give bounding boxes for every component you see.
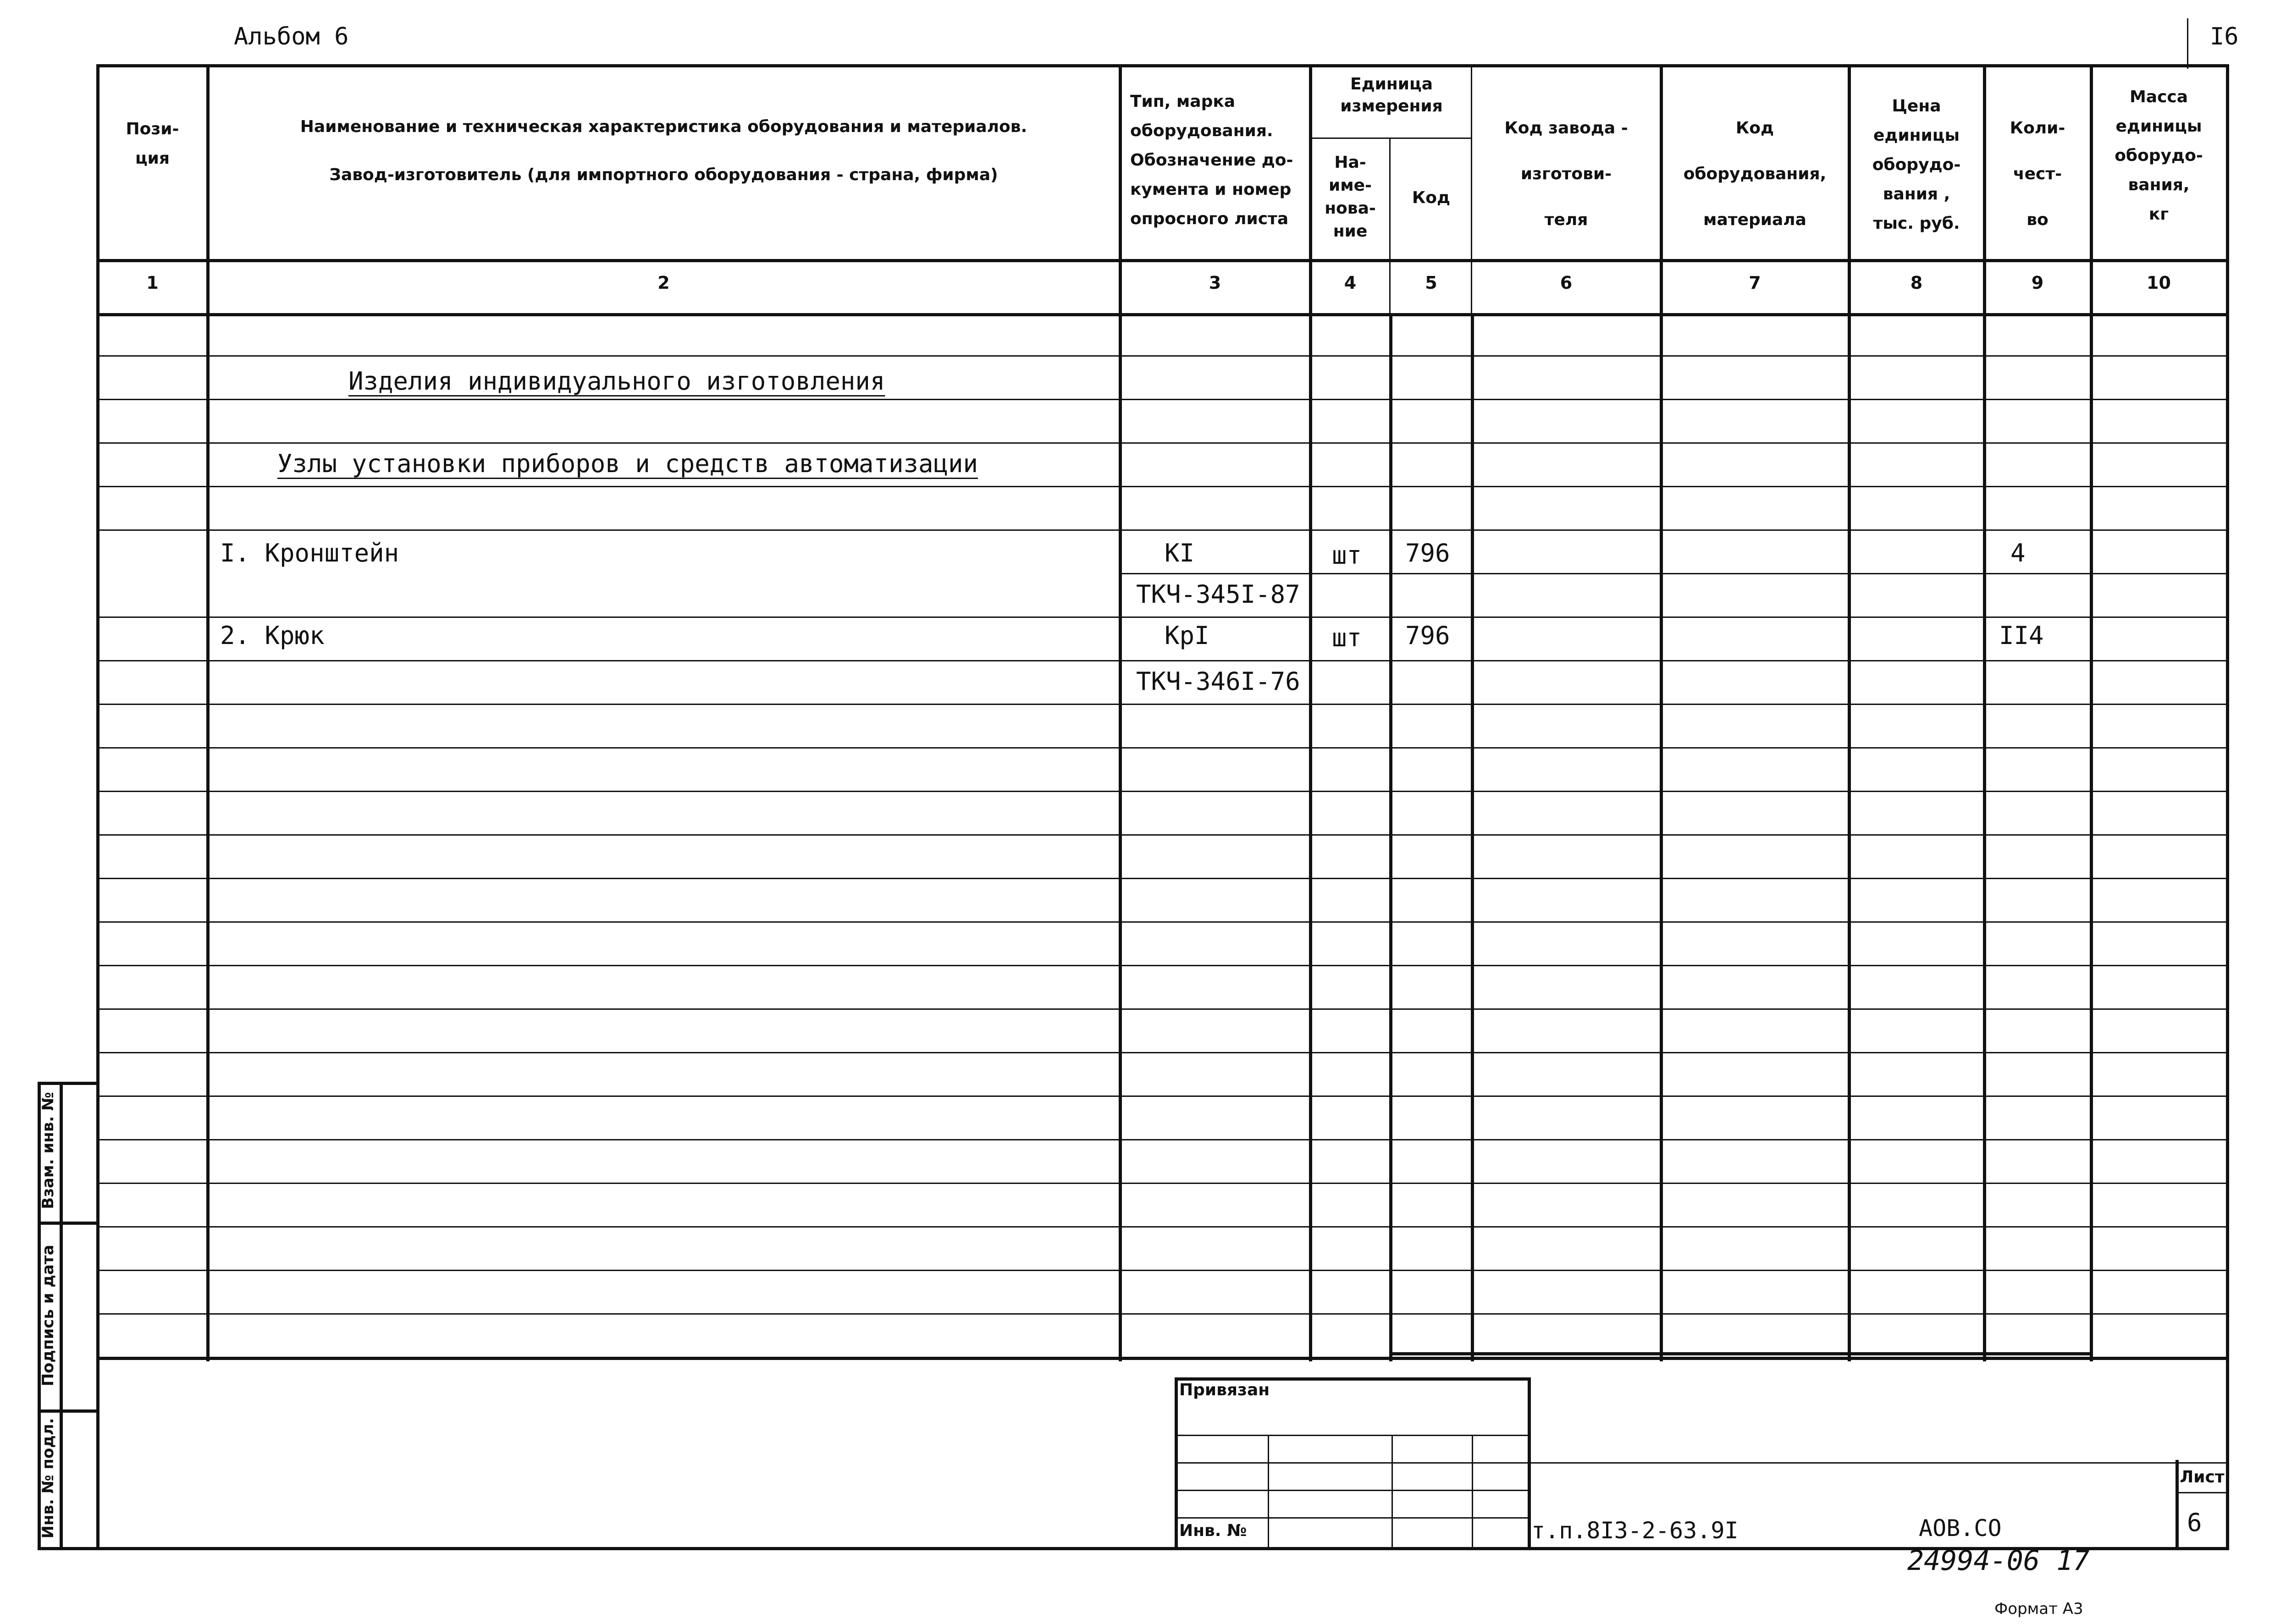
col-number: 3	[1209, 273, 1221, 293]
col-number: 8	[1910, 273, 1923, 293]
row-line	[96, 1008, 2228, 1010]
col-line-2	[1119, 64, 1122, 1361]
header-mass: Масса единицы оборудо- вания, кг	[2115, 88, 2203, 224]
side-strip-mid	[60, 1082, 63, 1549]
side-strip-div1	[38, 1222, 97, 1225]
item-doc: ТКЧ-346I-76	[1136, 667, 1300, 696]
col-line-5b	[1471, 313, 1474, 1361]
stamp-col1	[1268, 1435, 1269, 1547]
handwritten-number: 24994-06 17	[1907, 1545, 2090, 1577]
sheet-number: 6	[2187, 1508, 2202, 1537]
row-line	[96, 965, 2228, 966]
header-unit-code: Код	[1412, 188, 1451, 207]
row-line	[96, 486, 2228, 487]
item-name: I. Кронштейн	[220, 539, 399, 567]
header-unit-name: На- име- нова- ние	[1325, 153, 1376, 241]
item-doc: ТКЧ-345I-87	[1136, 580, 1300, 609]
row-line	[96, 1183, 2228, 1184]
row-line	[96, 878, 2228, 879]
section-title-mounting: Узлы установки приборов и средств автоматизации	[277, 449, 978, 478]
row-line	[96, 617, 2228, 618]
col-number: 2	[657, 273, 670, 293]
col-line-8	[1983, 64, 1986, 1361]
format-label: Формат А3	[1994, 1600, 2083, 1618]
sheet-label: Лист	[2180, 1468, 2225, 1486]
item-quantity: 4	[2010, 539, 2026, 567]
row-line	[96, 1096, 2228, 1097]
row-line	[96, 747, 2228, 749]
section-title-individual: Изделия индивидуального изготовления	[348, 367, 885, 396]
stamp-col2	[1392, 1435, 1393, 1547]
side-label-podpis: Подпись и дата	[39, 1244, 57, 1387]
stamp-row1	[1175, 1435, 1530, 1436]
side-strip-bottom	[38, 1547, 2229, 1550]
page-number: I6	[2210, 23, 2239, 50]
row-line	[96, 791, 2228, 792]
body-box-bottom	[1389, 1352, 2091, 1355]
header-bottom-border	[96, 259, 2228, 262]
row-line	[96, 1270, 2228, 1271]
item-unit: шт	[1332, 541, 1362, 570]
header-factory-code: Код завода - изготови- теля	[1504, 119, 1628, 229]
album-label: Альбом 6	[234, 23, 349, 50]
col-number: 9	[2031, 273, 2044, 293]
stamp-inv-no: Инв. №	[1179, 1521, 1247, 1540]
header-quantity: Коли- чест- во	[2010, 119, 2065, 229]
col-number: 10	[2147, 273, 2171, 293]
row-line	[96, 1052, 2228, 1053]
side-label-vzam: Взам. инв. №	[39, 1092, 57, 1209]
row-line	[96, 355, 2228, 357]
col-line-7	[1848, 64, 1851, 1361]
col-line-6	[1660, 64, 1663, 1361]
row-line	[96, 529, 2228, 531]
item-name: 2. Крюк	[220, 621, 325, 650]
row-line	[96, 660, 2228, 661]
item-type: KI	[1165, 539, 1195, 567]
header-name-line1: Наименование и техническая характеристика оборудования и материалов.	[300, 117, 1027, 136]
sheet-box-mid	[2176, 1492, 2227, 1493]
item-type: КрI	[1165, 621, 1209, 650]
body-box-top	[1389, 313, 2091, 316]
header-equipment-code: Код оборудования, материала	[1683, 119, 1827, 229]
item-unit-code: 796	[1405, 621, 1450, 650]
stamp-row3	[1175, 1490, 1530, 1491]
row-line	[96, 704, 2228, 705]
row-line	[96, 399, 2228, 400]
row-line	[96, 442, 2228, 444]
doc-code: т.п.8I3-2-63.9I	[1531, 1517, 1739, 1544]
col-line-9	[2090, 64, 2093, 1361]
col-line-4	[1389, 138, 1391, 314]
header-name-line2: Завод-изготовитель (для импортного оборудования - страна, фирма)	[329, 165, 998, 184]
stamp-row2	[1175, 1462, 1530, 1464]
col-line-1	[206, 64, 210, 1361]
table-top-border	[96, 64, 2228, 67]
header-price: Цена единицы оборудо- вания , тыс. руб.	[1872, 97, 1961, 233]
row-line	[96, 1313, 2228, 1315]
row-line	[96, 834, 2228, 836]
col-line-3	[1309, 64, 1312, 1361]
page-number-divider	[2187, 18, 2188, 69]
item-unit: шт	[1332, 623, 1362, 652]
stamp-col3	[1472, 1435, 1473, 1547]
header-type: Тип, марка оборудования. Обозначение до- кумента и номер опросного листа	[1130, 92, 1293, 228]
side-label-inv-podl: Инв. № подл.	[39, 1418, 57, 1539]
col-number: 1	[146, 273, 159, 293]
item-unit-code: 796	[1405, 539, 1450, 567]
stamp-main-line	[1528, 1462, 2227, 1464]
col-line-4b	[1389, 313, 1392, 1361]
row-line	[96, 921, 2228, 923]
col-number: 4	[1344, 273, 1357, 293]
col-number: 7	[1749, 273, 1761, 293]
row-line	[1119, 573, 2228, 574]
item-quantity: II4	[1999, 621, 2044, 650]
row-line	[96, 1226, 2228, 1228]
stamp-privyazan: Привязан	[1179, 1381, 1270, 1399]
col-number: 6	[1560, 273, 1573, 293]
row-line	[96, 1139, 2228, 1140]
col-number: 5	[1425, 273, 1437, 293]
table-body-bottom	[96, 1357, 2228, 1360]
section-code: АОВ.СО	[1919, 1515, 2002, 1541]
table-right-border	[2226, 64, 2229, 1549]
header-unit: Единица измерения	[1340, 75, 1443, 116]
header-position: Пози- ция	[126, 120, 179, 168]
